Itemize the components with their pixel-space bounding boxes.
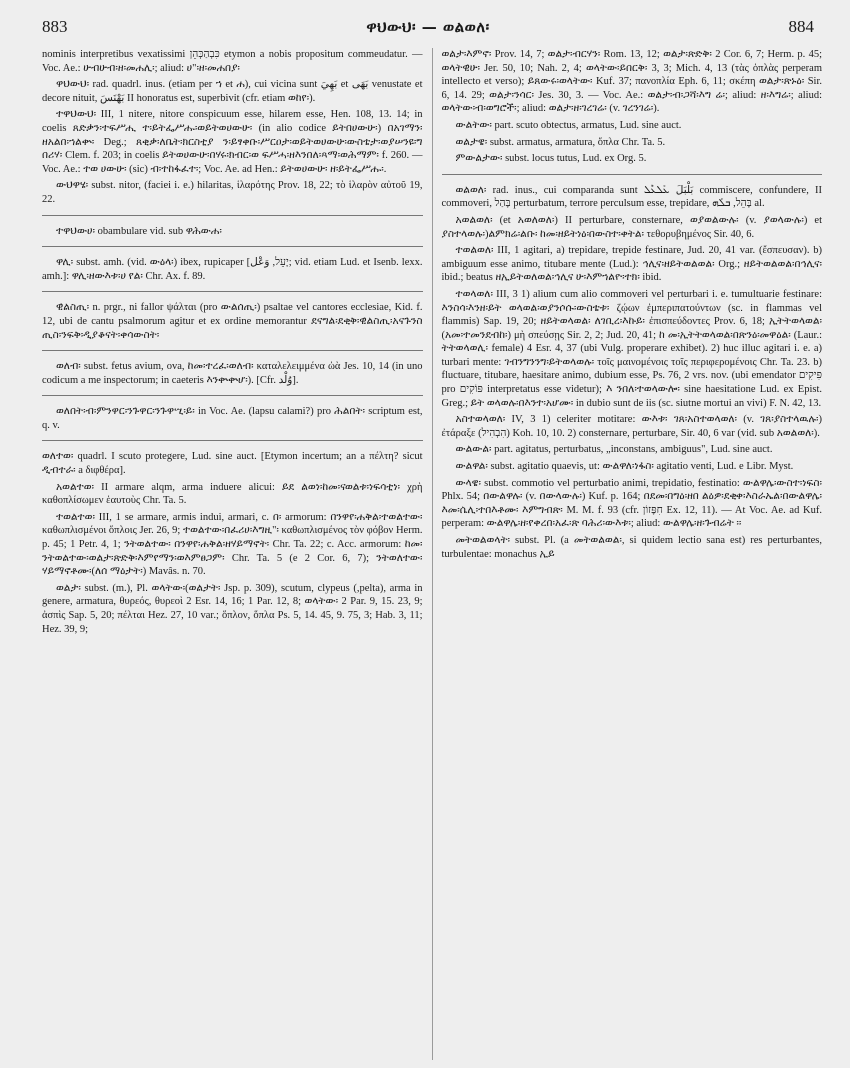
- dictionary-entry: አወልወለ፡ (et አወለወለ፡) II perturbare, consternare, ወያወልውሉ፡ (v. ያወላውሉ፡) et ያስተላወሉ፡)ልምክሬ፡ልቡ፡ ከመ፡ዘይትነዕ፡በውስተ፡ቀትል፡ τεθορυβημένος Sir. 40, 6.: [441, 214, 822, 240]
- dictionary-entry: ወለተወ፡ quadrl. I scuto protegere, Lud. sine auct. [Etymon incertum; an a πέλτη? sicut ዲብተራ፡ a διφθέρα].: [42, 451, 423, 477]
- dictionary-entry: ወለብ፡ subst. fetus avium, ova, ከመ፡ተረፈ፡ወለብ፡ καταλελειμμένα ὠὰ Jes. 10, 14 (in uno codicum a me inspectorum; in caeteris እንቍቍሆ፡). [Cfr. وُلْد].: [42, 361, 423, 386]
- dictionary-entry: ወልወለ፡ rad. inus., cui comparanda sunt بَلْبَلَ ܥܰܠܥܶܠ commiscere, confundere, II commoveri, בָּהַל perturbatum, terrore perculsum esse, trepidare, בָּהֵל, ܒܠܰܗ al.: [441, 184, 822, 210]
- left-column: [42, 48, 432, 1060]
- entry-separator: [42, 215, 423, 216]
- dictionary-entry: ውልትው፡ part. scuto obtectus, armatus, Lud. sine auct.: [455, 119, 682, 131]
- dictionary-entry: ወልታ፡እምኖ፡ Prov. 14, 7; ወልታ፡ብርሃን፡ Rom. 13, 12; ወልታ፡ጽድቅ፡ 2 Cor. 6, 7; Herm. p. 45; ወላትዊሁ፡ Jer. 50, 10; Nah. 2, 4; ወላትው፡ይበርቅ፡ 3, 3; Mich. 4, 13 (τὰς ὁπλὰς perperam intellecto et verso); ይጸውሩ፡ወላትው፡ Kuf. 37; πανοπλία Eph. 6, 11; σκέπη ወልታ፡ጽኑዕ፡ Sir. 6, 14. 29; ወልታ፡ንሳር፡ Jes. 30, 3. — Voc. Ae.: ወልታ፡ብ፡ጋሻ፡እግ ሬ፡; aliud: ዘ፡እግሬ፡; aliud: ወላትው፡ብ፡ወግሮች፡; aliud: ወልታ፡ዘ፡ገረገሬ፡ (v. ገረንገሬ፡).: [441, 49, 822, 115]
- entry-separator: [42, 395, 423, 396]
- dictionary-entry: ውልዋል፡ subst. agitatio quaevis, ut: ውልዋለ፡ነፋስ፡ agitatio venti, Lud. e Libr. Myst.: [455, 461, 794, 473]
- running-head: ዋህውህ፡ — ወልወለ፡: [366, 18, 490, 36]
- dictionary-entry: ተወላወለ፡ III, 3 1) alium cum alio commoveri vel perturbari i. e. tumultuarie festinare: እንስሳ፡እንዘ፡ይት ወላወል፡ወያንሶሱ፡ውስቴቱ፡ ζῴων ἐμπεριπατούντων (sc. in flammas vel flammis) Sap. 19, 20; ዘይትወላወል፡ ለገቢረ፡እኩይ፡ ἐπισπεύδοντες Prov. 6, 18; ኢትትወላወል፡ (አመ፡ተመንደብከ፡) μὴ σπεύσῃς Sir. 2, 2; Jud. 20, 41; ከ መ፡ኢትትወላወል፡በጽንዕ፡መዋዕል፡ (Laur.: ትትወላወሊ፡ female) 4 Esr. 4, 37 (ubi Vulg. properare exhibet). 2) huc illuc agitari i. e. a) turbari mente: ገብንግንንግ፡ይትወላወሉ፡ τοῖς μαινομένοις τοῖς περιφερομένοις Chr. Ta. 23. b) fluctuare, titubare, haesitare animo, dubium esse, Ps. 76, 2 vrs. nov. (ubi emendator פִּיקִים pro פּוֹקִים interpretatus esse videtur); እ ንበለ፡ተወላውሎ፡ sine haesitatione Lud. ex Epist. Greg.; ይት ወላወሉ፡በእንተ፡አሆሙ፡ in dubio sunt de iis (sc. siutne mortui an vivi) F. N. 42, 13.: [441, 288, 822, 409]
- dictionary-entry: ዋሊ፡ subst. amh. (vid. ውዕላ፡) ibex, rupicaper [יָעֵל, وَعْل; vid. etiam Lud. et Isenb. lexx. amh.]: ዋሊ፡ዘውእቱ፡ሀ የል፡ Chr. Ax. f. 89.: [42, 257, 423, 282]
- dictionary-entry: ምውልታው፡ subst. locus tutus, Lud. ex Org. 5.: [455, 153, 647, 165]
- dictionary-entry: ተዋህውህ፡ III, 1 nitere, nitore conspicuum esse, hilarem esse, Hen. 108, 13. 14; in coelis ጸድቃን፡ተፍሥሒ ተ፡ይትፌሥሑ፡ወይትወሀውሁ፡ (in alio codice ይትበሀውሁ፡) በአገማን፡ዘአልበ፡ኀልቍ፡ Deg.; ጸቂቃ፡ለቤት፡ክርስቲያ ን፡ይፃቀቡ፡ሥርዐታ፡ወይትወሀውሁ፡ውስቴታ፡ወያሠንዩ፡ግ በሪሃ፡ Clem. f. 203; in coelis ይትወሀውሁ፡በሃሩ፡ክብር፡ወ ፍሥሓ፡ዘእንበለ፡ጻማ፡ወሕማም፡ f. 260. — Voc. Ae.: ተወ ሀውሁ፡ (sic) ብ፡ተከፋፈተ፡; Voc. Ae. ad Hen.: ይትወሀውሁ፡ ዘ፡ይትፌሥሑ፡.: [42, 109, 423, 175]
- dictionary-entry: ተወልወለ፡ III, 1 agitari, a) trepidare, trepide festinare, Jud. 20, 41 var. (ἔσπευσαν). b) ambiguum esse animo, titubare mente (Lud.): ኅሊና፡ዘይትወልወል፡ Org.; ዘይትወልወል፡በኅሊና፡ ibid.; beatus ዘኢይትወለወል፡ኅሊና ሁ፡እምኀልዮ፡ተክ፡ ibid.: [441, 245, 822, 284]
- dictionary-entry: nominis interpretibus vexatissimi כִּבְהַכְּהֵן etymon a nobis propositum commeudatur. — Voc. Ae.: ሁብሁብ፡ዘ፡መሐሊ፡; aliud: ሀ"፡ዘ፡መሐበያ፡: [42, 49, 423, 74]
- entry-separator: [42, 246, 423, 247]
- dictionary-entry: ውላዌ፡ subst. commotio vel perturbatio animi, trepidatio, festinatio: ውልዋሌ፡ውስተ፡ነፍስ፡ Phlx. 54; በውልዋሉ፡ (v. በውላውሉ፡) Kuf. p. 164; በደመ፡በግዕ፡ዘበ ልዕዎ፡ደቂቀ፡እስራኤል፡በውልዋሌ፡ እመ፡ሴሊ፡ተበእቶሙ፡ እምግብጽ፡ M. M. f. 93 (cfr. חִפָּזוֹן Ex. 12, 11). — At Voc. Ae. ad Kuf. perperam: ውልዋሌ፡ዘ፡የቀረበ፡አፈ፡ጽ ባሕሪ፡ውእቱ፡; aliud: ውልዋሌ፡ዘ፡ጉብሬት ፡፡: [441, 477, 822, 530]
- dictionary-entry: ወልታዌ፡ subst. armatus, armatura, ὅπλα Chr. Ta. 5.: [455, 136, 666, 148]
- left-page-number: 883: [42, 17, 68, 36]
- dictionary-entry: ወለበት፡ብ፡ምንዋር፡ንጉዋር፡ንጉዋሢ፡ይ፡ in Voc. Ae. (lapsu calami?) pro ሕልበት፡ scriptum est, q. v.: [42, 406, 423, 431]
- dictionary-entry: መትወልወላት፡ subst. Pl. (a መትወልወል፡, si quidem lectio sana est) res perturbantes, turbulentae: monachus ኢይ: [441, 535, 822, 560]
- entry-separator: [42, 291, 423, 292]
- dictionary-entry: አወልተወ፡ II armare alqm, arma induere alicui: ይደ ልወነ፡ከመ፡ናወልቱ፡ነፍሳቲነ፡ χρὴ καθοπλίσωμεν ἑαυτοὺς Chr. Ta. 5.: [42, 481, 423, 507]
- dictionary-entry: ዋህውህ፡ rad. quadrl. inus. (etiam per ኀ et ሐ), cui vicina sunt بَهِيَ et بَهَى venustate et decore nituit, بَهْنَسَ II honoratus est, superbivit (cfr. etiam ወከየ፡).: [42, 79, 423, 104]
- dictionary-entry: ተወልተወ፡ III, 1 se armare, armis indui, armari, c. በ፡ armorum: በንዋየ፡ሐቅል፡ተወልተው፡ καθωπλισμένοι ὅπλοις Jer. 26, 9; ተወልተው፡በፈሪሀ፡እግዚ"፡ καθωπλισμένος τὸν φόβον Herm. p. 45; 1 Petr. 4, 1; ንትወልተው፡ በንዋየ፡ሐቅል፡ዘሃይማኖት፡ Chr. Ta. 22; c. Acc. armorum: ከመ፡ንትወልተው፡ወልታ፡ጽድቅ፡እምየማን፡ወእምፀጋም፡ Chr. Ta. 5 (e 2 Cor. 6, 7); ንትወለተው፡ሃይማኖቶሙ፡(ለሰ ማዕታት፡) Mavâs. n. 70.: [42, 511, 423, 578]
- entry-separator: [42, 440, 423, 441]
- entry-separator: [442, 174, 823, 175]
- dictionary-entry: ወልታ፡ subst. (m.), Pl. ወላትው፡(ወልታት፡ Jsp. p. 309), scutum, clypeus (,pelta), arma in genere, armatura, θυρεός, θυρεοὶ 2 Esr. 14, 16; 1 Par. 12, 8; ወላትው፡ 2 Par. 9, 15. 23, 9; ἀσπὶς Sap. 5, 20; πέλται Hez. 27, 10 var.; ὅπλον, ὅπλα Ps. 5, 14. 45, 9. 75, 3; Hab. 3, 11; Hez. 39, 9;: [42, 582, 423, 635]
- dictionary-entry: ውልውል፡ part. agitatus, perturbatus, „inconstans, ambiguus", Lud. sine auct.: [455, 444, 773, 456]
- dictionary-entry: ውህዋሄ፡ subst. nitor, (faciei i. e.) hilaritas, ἱλαρότης Prov. 18, 22; τὸ ἱλαρὸν αὐτοῦ 19, 22.: [42, 180, 423, 205]
- entry-separator: [42, 350, 423, 351]
- right-page-number: 884: [788, 17, 814, 36]
- dictionary-entry: ዊልስጢ፡ n. prgr., ni fallor ψάλται (pro ውልሰጢ፡) psaltae vel cantores ecclesiae, Kid. f. 12, ubi de cantu psalmorum agitur et ex ordine memorantur ደናግል፡ደቂቅ፡ዊልስጢ፡አናጉንስ ጢስ፡ንፍቅ፡ዲያቆናት፡ቀሳውስት፡: [42, 302, 423, 341]
- dictionary-entry: ተዋህውሀ፡ obambulare vid. sub ዋሕውሐ፡: [56, 225, 222, 237]
- dictionary-entry: አስተወላወለ፡ IV, 3 1) celeriter motitare: ውእቱ፡ ገጸ፡አስተወላወለ፡ (v. ገጸ፡ያስተላዉሉ፡) ἐτάραξε (הִבְהִיל) Koh. 10, 10. 2) consternare, perturbare, Sir. 40, 6 var (vid. sub አወልወለ፡).: [441, 414, 822, 439]
- columns: [42, 48, 822, 1060]
- page-header: [42, 14, 814, 40]
- right-column: [432, 48, 823, 1060]
